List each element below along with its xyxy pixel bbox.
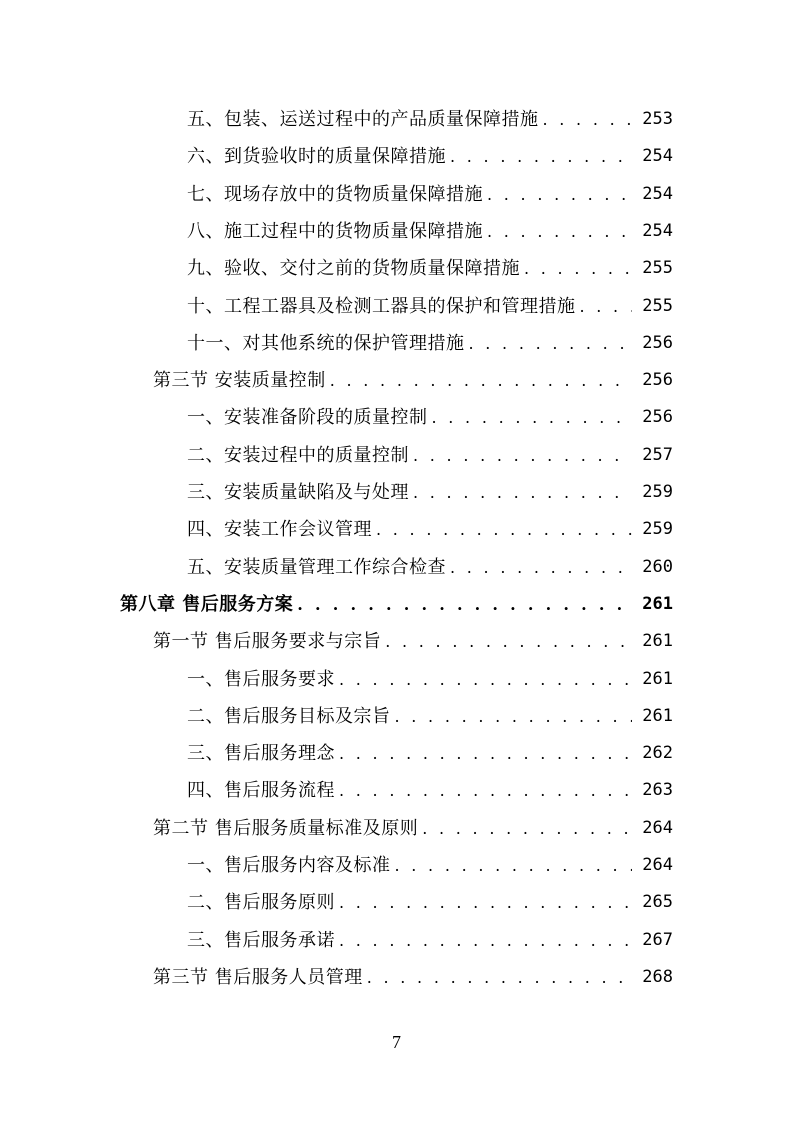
toc-dot-leader xyxy=(339,772,632,809)
toc-dot-leader xyxy=(543,101,633,138)
toc-entry-page: 261 xyxy=(642,593,673,614)
toc-entry-page: 268 xyxy=(642,966,673,987)
toc-entry-page: 255 xyxy=(642,258,673,279)
toc-subsection-entry[interactable] xyxy=(0,213,673,250)
toc-entry-page: 264 xyxy=(642,855,673,875)
toc-entry-title: 三、安装质量缺陷及与处理 xyxy=(187,482,409,503)
toc-subsection-entry[interactable] xyxy=(0,661,673,698)
toc-dot-leader xyxy=(524,250,632,287)
toc-entry-title: 一、售后服务内容及标准 xyxy=(187,855,391,876)
toc-dot-leader xyxy=(450,138,632,175)
toc-entry-page: 259 xyxy=(642,519,673,540)
toc-entry-title: 二、售后服务目标及宗旨 xyxy=(187,705,391,727)
toc-dot-leader xyxy=(413,437,632,474)
toc-subsection-entry[interactable] xyxy=(0,325,673,362)
toc-dot-leader xyxy=(469,325,633,362)
toc-dot-leader xyxy=(395,847,633,884)
toc-entry-title: 一、安装准备阶段的质量控制 xyxy=(187,407,428,429)
toc-section-entry[interactable] xyxy=(0,362,673,399)
toc-subsection-entry[interactable] xyxy=(0,474,673,511)
toc-subsection-entry[interactable] xyxy=(0,922,673,959)
toc-subsection-entry[interactable] xyxy=(0,549,673,586)
toc-entry-page: 262 xyxy=(642,743,673,764)
toc-entry-title: 七、现场存放中的货物质量保障措施 xyxy=(187,183,483,205)
toc-entry-page: 259 xyxy=(642,482,673,502)
toc-dot-leader xyxy=(385,623,632,660)
toc-subsection-entry[interactable] xyxy=(0,101,673,138)
toc-subsection-entry[interactable] xyxy=(0,847,673,884)
toc-subsection-entry[interactable] xyxy=(0,176,673,213)
toc-dot-leader xyxy=(339,922,632,959)
toc-subsection-entry[interactable] xyxy=(0,735,673,772)
toc-dot-leader xyxy=(487,213,632,250)
toc-entry-title: 十一、对其他系统的保护管理措施 xyxy=(187,332,465,354)
toc-entry-page: 263 xyxy=(642,780,673,801)
toc-dot-leader xyxy=(432,399,633,436)
toc-dot-leader xyxy=(339,661,632,698)
toc-entry-title: 第三节 安装质量控制 xyxy=(153,370,326,392)
toc-entry-title: 四、售后服务流程 xyxy=(187,780,335,802)
toc-dot-leader xyxy=(580,288,633,325)
toc-entry-page: 254 xyxy=(642,183,673,204)
toc-entry-title: 第三节 售后服务人员管理 xyxy=(153,966,363,988)
toc-subsection-entry[interactable] xyxy=(0,511,673,548)
toc-entry-title: 二、安装过程中的质量控制 xyxy=(187,444,409,466)
toc-entry-page: 256 xyxy=(642,407,673,428)
toc-subsection-entry[interactable] xyxy=(0,288,673,325)
toc-dot-leader xyxy=(487,176,632,213)
toc-dot-leader xyxy=(330,362,633,399)
toc-entry-title: 第一节 售后服务要求与宗旨 xyxy=(153,631,382,653)
toc-entry-title: 二、售后服务原则 xyxy=(187,892,335,914)
toc-entry-page: 260 xyxy=(642,556,673,577)
toc-entry-page: 253 xyxy=(642,109,673,129)
toc-entry-page: 257 xyxy=(642,444,673,465)
toc-entry-page: 256 xyxy=(642,332,673,353)
toc-dot-leader xyxy=(413,474,632,511)
toc-subsection-entry[interactable] xyxy=(0,884,673,921)
toc-dot-leader xyxy=(422,810,632,847)
toc-entry-page: 254 xyxy=(642,220,673,241)
toc-chapter-entry[interactable] xyxy=(0,586,673,623)
toc-dot-leader xyxy=(395,698,633,735)
toc-entry-title: 五、包装、运送过程中的产品质量保障措施 xyxy=(187,109,539,130)
toc-entry-title: 三、售后服务承诺 xyxy=(187,929,335,951)
toc-entry-title: 第八章 售后服务方案 xyxy=(120,593,294,615)
toc-subsection-entry[interactable] xyxy=(0,698,673,735)
toc-subsection-entry[interactable] xyxy=(0,437,673,474)
toc-dot-leader xyxy=(450,549,632,586)
toc-section-entry[interactable] xyxy=(0,623,673,660)
toc-entry-page: 256 xyxy=(642,370,673,391)
toc-dot-leader xyxy=(339,884,632,921)
toc-entry-title: 十、工程工器具及检测工器具的保护和管理措施 xyxy=(187,295,576,317)
toc-entry-page: 264 xyxy=(642,817,673,838)
toc-entry-title: 一、售后服务要求 xyxy=(187,668,335,690)
toc-entry-title: 八、施工过程中的货物质量保障措施 xyxy=(187,220,483,242)
toc-entry-page: 261 xyxy=(642,705,673,726)
toc-section-entry[interactable] xyxy=(0,959,673,996)
toc-dot-leader xyxy=(367,959,633,996)
toc-entry-title: 六、到货验收时的质量保障措施 xyxy=(187,146,446,168)
toc-entry-page: 267 xyxy=(642,929,673,950)
toc-entry-page: 254 xyxy=(642,146,673,167)
page-number: 7 xyxy=(392,1032,401,1052)
toc-subsection-entry[interactable] xyxy=(0,772,673,809)
toc-dot-leader xyxy=(339,735,632,772)
toc-entry-page: 265 xyxy=(642,892,673,913)
toc-entry-title: 九、验收、交付之前的货物质量保障措施 xyxy=(187,258,520,280)
toc-dot-leader xyxy=(297,586,632,623)
toc-subsection-entry[interactable] xyxy=(0,399,673,436)
toc-entry-page: 255 xyxy=(642,295,673,316)
toc-subsection-entry[interactable] xyxy=(0,138,673,175)
toc-entry-page: 261 xyxy=(642,668,673,689)
toc-entry-title: 三、售后服务理念 xyxy=(187,743,335,765)
toc-section-entry[interactable] xyxy=(0,810,673,847)
toc-entry-title: 五、安装质量管理工作综合检查 xyxy=(187,556,446,578)
toc-entry-title: 四、安装工作会议管理 xyxy=(187,519,372,541)
toc-subsection-entry[interactable] xyxy=(0,250,673,287)
toc-entry-title: 第二节 售后服务质量标准及原则 xyxy=(153,817,419,839)
toc-entry-page: 261 xyxy=(642,631,673,652)
toc-dot-leader xyxy=(376,511,632,548)
